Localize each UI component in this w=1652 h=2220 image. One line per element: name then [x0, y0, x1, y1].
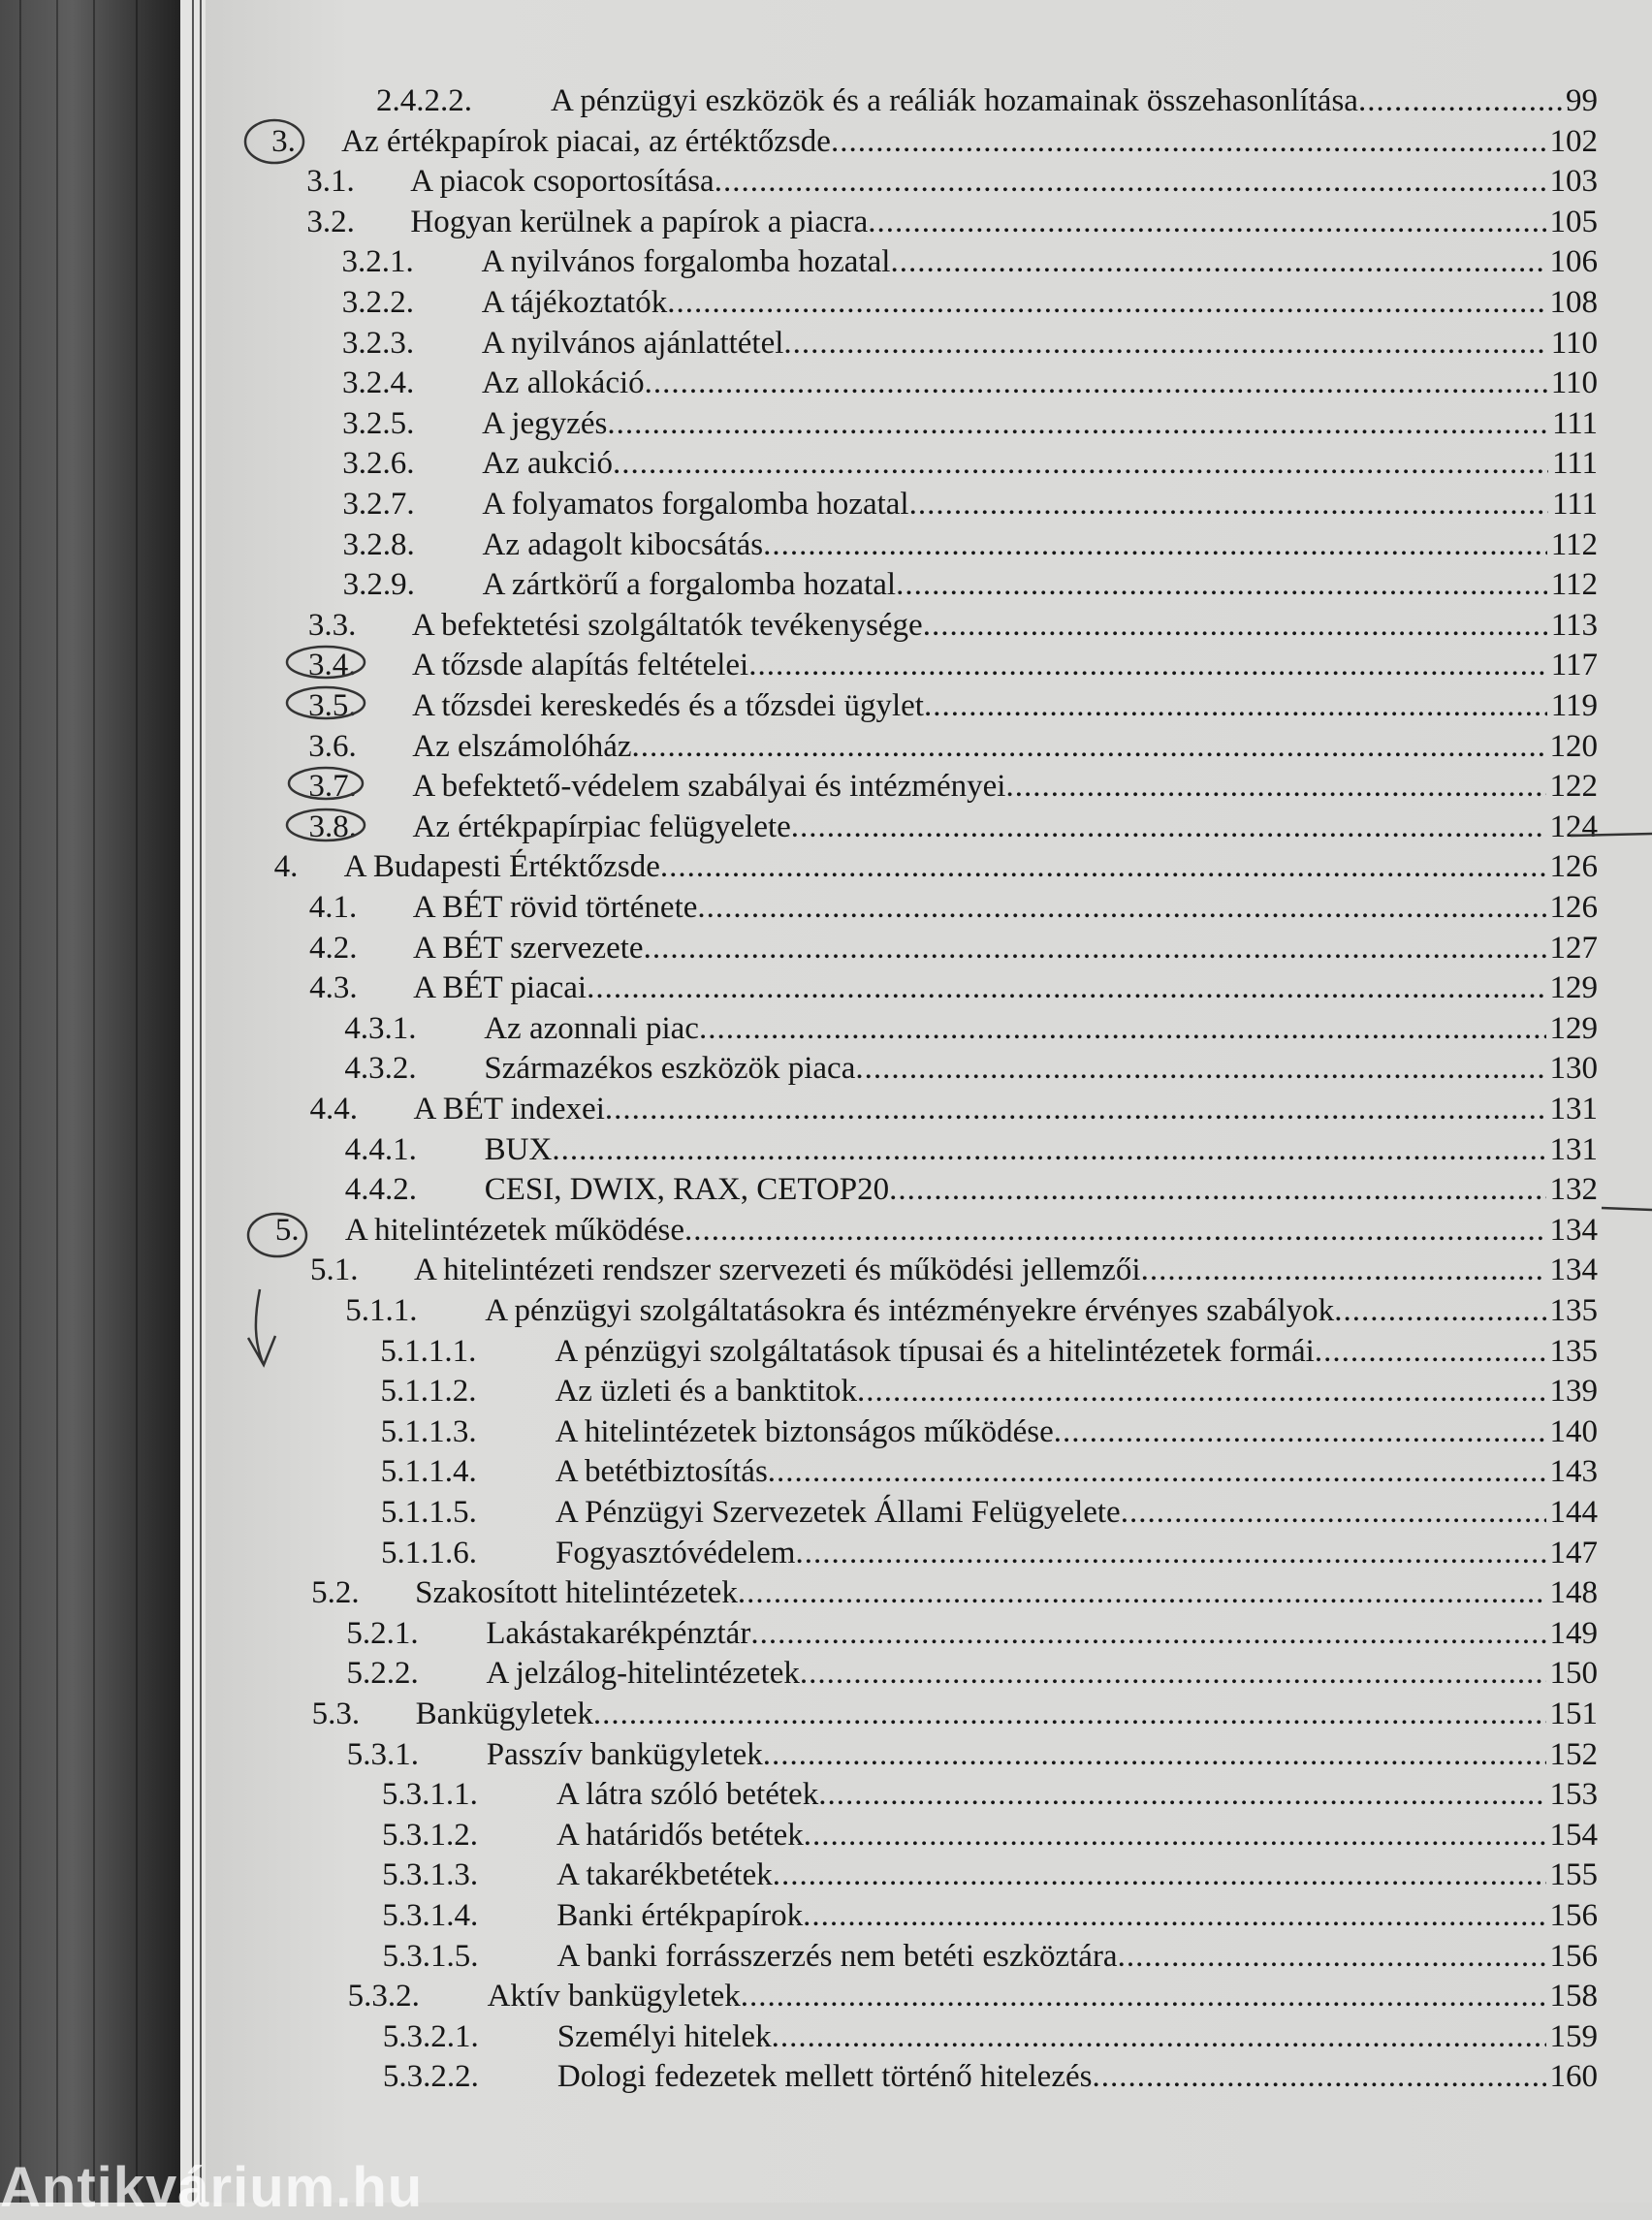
- section-number: 3.2.: [306, 204, 355, 239]
- page-number: 113: [1550, 607, 1598, 643]
- section-title: Az adagolt kibocsátás: [482, 526, 764, 562]
- section-title: A BÉT indexei: [413, 1092, 605, 1126]
- page-number: 127: [1549, 930, 1598, 966]
- section-number: 3.2.2.: [341, 285, 414, 320]
- page-number: 160: [1549, 2059, 1598, 2095]
- circle-mark-3: [245, 120, 303, 163]
- page-number: 122: [1549, 769, 1598, 805]
- circle-mark-3-5: [287, 687, 365, 718]
- page-number: 99: [1566, 83, 1598, 118]
- section-number: 4.3.1.: [344, 1010, 417, 1046]
- page-number: 148: [1549, 1575, 1598, 1611]
- page-number: 108: [1549, 285, 1598, 320]
- section-number: 3.2.4.: [341, 365, 415, 401]
- section-number: 4.4.1.: [344, 1131, 417, 1167]
- section-number: 5.1.1.: [345, 1293, 418, 1328]
- section-number: 3.8.: [308, 809, 358, 844]
- page-number: 154: [1549, 1817, 1598, 1853]
- section-number: 3.2.1.: [341, 244, 414, 280]
- page-number: 139: [1549, 1374, 1598, 1410]
- section-title: A banki forrásszerzés nem betéti eszköztára: [556, 1938, 1118, 1974]
- page-number: 151: [1549, 1697, 1598, 1731]
- page-number: 155: [1549, 1857, 1598, 1893]
- circle-mark-5: [248, 1214, 306, 1256]
- section-number: 4.3.: [309, 970, 358, 1006]
- section-title: CESI, DWIX, RAX, CETOP20: [484, 1172, 890, 1208]
- watermark: Antikvárium.hu: [0, 2156, 424, 2219]
- section-title: BUX: [484, 1131, 553, 1167]
- section-number: 5.3.1.4.: [382, 1898, 479, 1933]
- page-number: 111: [1551, 487, 1598, 522]
- section-title: Az értékpapírok piacai, az értéktőzsde: [341, 123, 831, 159]
- section-number: 3.2.9.: [342, 567, 415, 603]
- section-number: 2.4.2.2.: [376, 83, 472, 118]
- page-number: 134: [1549, 1253, 1598, 1288]
- section-title: Az allokáció: [481, 365, 645, 401]
- section-title: A tájékoztatók: [481, 285, 668, 320]
- arrow-mark: [248, 1289, 275, 1365]
- line-mark-132: [1602, 1208, 1652, 1210]
- section-number: 4.4.: [309, 1092, 358, 1126]
- circle-mark-3-8: [287, 809, 365, 840]
- page-number: 130: [1549, 1051, 1598, 1087]
- section-title: Passzív bankügyletek: [486, 1736, 763, 1772]
- page-number: 153: [1549, 1777, 1598, 1813]
- section-title: A nyilvános ajánlattétel: [481, 325, 784, 361]
- section-title: Az elszámolóház: [412, 728, 632, 764]
- section-title: A hitelintézetek működése: [344, 1212, 684, 1248]
- section-number: 3.4.: [307, 648, 357, 683]
- section-number: 5.3.2.2.: [382, 2059, 479, 2095]
- page-number: 111: [1551, 446, 1598, 482]
- section-title: A takarékbetétek: [556, 1857, 773, 1893]
- section-number: 5.3.1.2.: [382, 1817, 479, 1853]
- section-number: 3.3.: [307, 607, 357, 643]
- section-number: 3.: [271, 123, 296, 159]
- section-title: A nyilvános forgalomba hozatal: [481, 244, 891, 280]
- section-number: 5.1.1.6.: [381, 1535, 478, 1570]
- section-number: 3.1.: [306, 164, 355, 200]
- page-number: 129: [1549, 1010, 1598, 1046]
- section-number: 3.2.3.: [341, 325, 415, 361]
- section-title: A hitelintézetek biztonságos működése: [555, 1413, 1054, 1449]
- page-number: 131: [1549, 1092, 1598, 1126]
- section-number: 5.1.1.4.: [380, 1454, 477, 1490]
- section-title: A Pénzügyi Szervezetek Állami Felügyelete: [555, 1495, 1121, 1530]
- page-number: 117: [1550, 648, 1598, 683]
- page-number: 135: [1549, 1293, 1598, 1328]
- page-number: 143: [1549, 1454, 1598, 1490]
- page-number: 156: [1549, 1898, 1598, 1933]
- section-number: 5.3.1.1.: [381, 1777, 478, 1813]
- page-number: 159: [1549, 2018, 1598, 2054]
- page-number: 140: [1549, 1413, 1598, 1449]
- page-number: 156: [1549, 1938, 1598, 1974]
- section-number: 5.3.1.5.: [382, 1938, 479, 1974]
- section-title: A befektetési szolgáltatók tevékenysége: [411, 607, 923, 643]
- section-title: A pénzügyi szolgáltatásokra és intézményekre érvényes szabályok: [485, 1293, 1335, 1328]
- page-number: 126: [1549, 849, 1598, 885]
- section-number: 3.2.8.: [342, 526, 415, 562]
- page-number: 112: [1550, 526, 1598, 562]
- section-number: 4.2.: [308, 930, 358, 966]
- section-title: Személyi hitelek: [556, 2018, 772, 2054]
- line-mark-124: [1571, 834, 1652, 836]
- section-title: Aktív bankügyletek: [487, 1979, 741, 2014]
- page-number: 124: [1549, 809, 1598, 844]
- section-title: Hogyan kerülnek a papírok a piacra: [410, 204, 869, 239]
- page-number: 102: [1549, 123, 1598, 159]
- section-title: Szakosított hitelintézetek: [415, 1575, 738, 1611]
- section-title: A határidős betétek: [556, 1817, 804, 1853]
- section-title: Lakástakarékpénztár: [486, 1615, 751, 1651]
- section-title: A tőzsde alapítás feltételei: [411, 648, 749, 683]
- section-number: 5.1.1.5.: [380, 1495, 477, 1530]
- section-number: 5.2.: [311, 1575, 360, 1611]
- section-number: 5.: [274, 1212, 300, 1248]
- page-number: 126: [1549, 890, 1598, 925]
- page-number: 149: [1549, 1615, 1598, 1651]
- section-title: Fogyasztóvédelem: [556, 1535, 796, 1570]
- section-number: 5.1.: [310, 1253, 359, 1288]
- section-title: Dologi fedezetek mellett történő hitelezés: [556, 2059, 1093, 2095]
- section-number: 5.2.2.: [346, 1656, 419, 1692]
- section-title: A zártkörű a forgalomba hozatal: [482, 567, 897, 603]
- section-title: A BÉT piacai: [413, 970, 588, 1006]
- section-title: A tőzsdei kereskedés és a tőzsdei ügylet: [412, 688, 924, 723]
- page-number: 105: [1549, 204, 1598, 239]
- section-number: 5.1.1.1.: [380, 1333, 477, 1369]
- section-title: Származékos eszközök piaca: [484, 1051, 856, 1087]
- section-number: 3.2.7.: [342, 487, 415, 522]
- page-number: 129: [1549, 970, 1598, 1006]
- page-number: 131: [1549, 1131, 1598, 1167]
- section-title: Az aukció: [482, 446, 613, 482]
- section-title: A jelzálog-hitelintézetek: [486, 1656, 800, 1692]
- section-title: Az azonnali piac: [484, 1010, 699, 1046]
- section-number: 4.1.: [308, 890, 358, 925]
- section-number: 4.4.2.: [344, 1172, 418, 1208]
- page-number: 120: [1549, 728, 1598, 764]
- page-number: 110: [1550, 325, 1598, 361]
- circle-mark-3-4: [287, 647, 365, 678]
- page-number: 112: [1550, 567, 1598, 603]
- page-number: 158: [1549, 1979, 1598, 2014]
- section-number: 5.2.1.: [346, 1615, 419, 1651]
- circle-mark-3-7: [289, 768, 363, 799]
- page-number: 119: [1550, 688, 1598, 723]
- section-number: 5.1.1.2.: [380, 1374, 477, 1410]
- page-number: 106: [1549, 244, 1598, 280]
- section-number: 5.3.: [311, 1697, 361, 1731]
- section-title: A pénzügyi eszközök és a reáliák hozamainak összehasonlítása: [551, 83, 1358, 118]
- section-number: 3.2.6.: [342, 446, 415, 482]
- page-number: 147: [1549, 1535, 1598, 1570]
- page-number: 111: [1551, 405, 1598, 441]
- page-number: 144: [1549, 1495, 1598, 1530]
- section-number: 3.7.: [308, 769, 357, 805]
- page-number: 103: [1549, 164, 1598, 200]
- section-title: A Budapesti Értéktőzsde: [343, 849, 660, 885]
- section-title: Az értékpapírpiac felügyelete: [412, 809, 791, 844]
- section-title: A BÉT szervezete: [412, 930, 644, 966]
- page-number: 134: [1549, 1212, 1598, 1248]
- section-title: A betétbiztosítás: [555, 1454, 768, 1490]
- section-number: 5.1.1.3.: [380, 1413, 477, 1449]
- section-number: 3.2.5.: [342, 405, 415, 441]
- page-number: 132: [1549, 1172, 1598, 1208]
- section-title: A látra szóló betétek: [556, 1777, 819, 1813]
- section-title: A piacok csoportosítása: [410, 164, 715, 200]
- section-title: Bankügyletek: [415, 1697, 593, 1731]
- section-title: A hitelintézeti rendszer szervezeti és működési jellemzői: [414, 1253, 1141, 1288]
- page-number: 110: [1550, 365, 1598, 401]
- section-title: Az üzleti és a banktitok: [555, 1374, 858, 1410]
- page-number: 150: [1549, 1656, 1598, 1692]
- section-number: 3.5.: [308, 688, 357, 723]
- section-number: 5.3.2.1.: [382, 2018, 479, 2054]
- page-number: 152: [1549, 1736, 1598, 1772]
- section-number: 3.6.: [308, 728, 357, 764]
- section-number: 5.3.1.3.: [382, 1857, 479, 1893]
- section-title: A jegyzés: [482, 405, 608, 441]
- section-title: A befektető-védelem szabályai és intézményei: [412, 769, 1006, 805]
- section-number: 5.3.1.: [346, 1736, 419, 1772]
- section-number: 4.: [273, 849, 299, 885]
- section-title: A pénzügyi szolgáltatások típusai és a hitelintézetek formái: [555, 1333, 1315, 1369]
- section-title: Banki értékpapírok: [556, 1898, 804, 1933]
- section-title: A BÉT rövid története: [412, 890, 698, 925]
- section-title: A folyamatos forgalomba hozatal: [482, 487, 909, 522]
- section-number: 5.3.2.: [347, 1979, 420, 2014]
- section-number: 4.3.2.: [344, 1051, 417, 1087]
- page-number: 135: [1549, 1333, 1598, 1369]
